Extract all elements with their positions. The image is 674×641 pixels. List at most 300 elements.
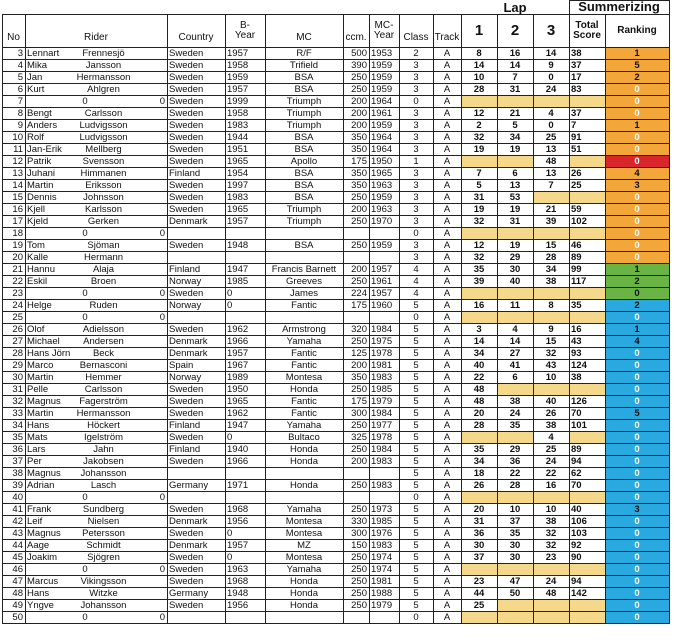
class: 5: [413, 456, 419, 467]
ranking: 0: [634, 252, 640, 263]
mc-year: 1970: [371, 216, 393, 227]
mc-year: 1963: [371, 180, 393, 191]
row-number: 43: [12, 528, 23, 539]
row-number: 10: [12, 132, 23, 143]
lap-3-score: [533, 312, 569, 324]
total-score: 94: [571, 456, 582, 467]
ranking: 0: [634, 456, 640, 467]
ranking: 0: [634, 372, 640, 383]
motorcycle: Francis Barnett: [271, 264, 337, 275]
motorcycle: BSA: [294, 132, 314, 143]
ccm: 325: [351, 432, 367, 443]
row-number: 17: [12, 216, 23, 227]
class: 5: [413, 528, 419, 539]
ranking: 0: [634, 600, 640, 611]
birth-year: 1940: [227, 444, 249, 455]
ccm: 250: [351, 84, 367, 95]
track: A: [443, 132, 451, 143]
lap-2-score: 22: [509, 468, 521, 479]
lap-1-score: [461, 228, 497, 240]
motorcycle: Armstrong: [282, 324, 326, 335]
lap-2-score: 4: [512, 324, 518, 335]
row-number: 41: [12, 504, 23, 515]
lap-2-score: 5: [512, 120, 518, 131]
track: A: [443, 528, 451, 539]
birth-year: 1948: [227, 588, 249, 599]
birth-year: 1954: [227, 168, 249, 179]
rider-last-name: 0: [159, 312, 165, 323]
total-score: 89: [571, 444, 582, 455]
lap-2-score: [497, 492, 533, 504]
motorcycle: Apollo: [290, 156, 318, 167]
ranking: 0: [634, 108, 640, 119]
rider-last-name: Ludvigsson: [79, 132, 128, 143]
ccm: 300: [351, 528, 367, 539]
lap-2-score: 31: [509, 216, 521, 227]
track: A: [443, 96, 451, 107]
birth-year: 1957: [227, 540, 249, 551]
class: 3: [413, 252, 419, 263]
total-score: [569, 156, 605, 168]
lap-3-score: 43: [545, 360, 557, 371]
total-score: 38: [571, 48, 582, 59]
ccm: 200: [351, 204, 367, 215]
row-number: 42: [12, 516, 23, 527]
lap-3-score: [533, 288, 569, 300]
country: Sweden: [169, 132, 204, 143]
motorcycle: [265, 612, 343, 624]
rider-last-name: Fagerström: [79, 396, 128, 407]
rider-last-name: Hermann: [83, 252, 124, 263]
birth-year: 1997: [227, 180, 249, 191]
ranking: 0: [634, 612, 640, 623]
motorcycle: Fantic: [291, 360, 317, 371]
birth-year: 0: [227, 552, 233, 563]
birth-year: 1967: [227, 360, 249, 371]
lap-3-score: 4: [548, 432, 554, 443]
total-score: 126: [571, 396, 587, 407]
lap-1-score: 32: [473, 216, 485, 227]
total-score: 7: [571, 120, 577, 131]
ranking: 2: [634, 276, 640, 287]
total-score: [569, 564, 605, 576]
birth-year: 1962: [227, 408, 249, 419]
total-score: 94: [571, 576, 582, 587]
lap-2-score: 36: [509, 456, 521, 467]
country: Finland: [169, 168, 201, 179]
total-score: 106: [571, 516, 587, 527]
lap-1-score: 36: [473, 528, 485, 539]
ranking: 1: [634, 264, 640, 275]
birth-year: 1965: [227, 396, 249, 407]
header-byear: B- Year: [234, 20, 256, 41]
total-score: 70: [571, 480, 582, 491]
class: 5: [413, 300, 419, 311]
motorcycle: Montesa: [285, 516, 323, 527]
country: [167, 468, 225, 480]
motorcycle: Triumph: [286, 96, 322, 107]
lap-2-score: [497, 612, 533, 624]
lap-2-score: 10: [509, 504, 521, 515]
header-track: Track: [434, 32, 460, 43]
lap-2-score: [497, 432, 533, 444]
rider-first-name: Hans: [27, 588, 50, 599]
lap-1-score: 12: [473, 108, 485, 119]
row-number: 40: [12, 492, 23, 503]
lap-1-score: 26: [473, 480, 485, 491]
row-number: 44: [12, 540, 23, 551]
lap-3-score: 38: [545, 516, 557, 527]
ranking: 0: [634, 588, 640, 599]
row-number: 8: [17, 108, 23, 119]
lap-1-score: 20: [473, 408, 485, 419]
rider-first-name: Juhani: [27, 168, 55, 179]
country: Sweden: [169, 552, 204, 563]
class: 3: [413, 168, 419, 179]
track: A: [443, 420, 451, 431]
motorcycle: BSA: [294, 180, 314, 191]
ccm: 350: [351, 144, 367, 155]
lap-3-score: 38: [545, 420, 557, 431]
country: Norway: [169, 372, 202, 383]
ccm: 200: [351, 264, 367, 275]
header-rider: Rider: [84, 32, 108, 43]
row-number: 29: [12, 360, 23, 371]
row-number: 11: [13, 144, 23, 155]
ranking: 0: [634, 492, 640, 503]
header-lap-1: 1: [474, 22, 484, 39]
total-score: 62: [571, 468, 582, 479]
rider-last-name: 0: [159, 564, 165, 575]
row-number: 14: [12, 180, 23, 191]
birth-year: 1965: [227, 204, 249, 215]
total-score: 25: [571, 180, 582, 191]
motorcycle: Greeves: [286, 276, 322, 287]
mc-year: [369, 612, 399, 624]
column-line: [669, 0, 670, 624]
lap-3-score: 15: [545, 240, 557, 251]
rider-last-name: Eriksson: [85, 180, 122, 191]
lap-1-score: 7: [476, 168, 482, 179]
rider-last-name: Frennesjö: [82, 48, 125, 59]
ccm: 500: [351, 48, 367, 59]
rider-first-name: Rolf: [27, 132, 44, 143]
ranking: 0: [634, 228, 640, 239]
motorcycle: James: [290, 288, 318, 299]
motorcycle: BSA: [294, 168, 314, 179]
ccm: 350: [351, 180, 367, 191]
birth-year: 0: [227, 432, 233, 443]
class: 3: [413, 120, 419, 131]
birth-year: 1944: [227, 132, 249, 143]
birth-year: 1956: [227, 600, 249, 611]
lap-3-score: 8: [548, 300, 554, 311]
rider-last-name: Carlsson: [84, 384, 123, 395]
country: Sweden: [169, 396, 204, 407]
row-number: 16: [12, 204, 23, 215]
mc-year: 1988: [371, 588, 393, 599]
country: Sweden: [169, 156, 204, 167]
header-ranking: Ranking: [617, 25, 657, 36]
row-number: 15: [12, 192, 23, 203]
birth-year: 1957: [227, 84, 249, 95]
track: A: [443, 72, 451, 83]
row-number: 5: [17, 72, 23, 83]
motorcycle: BSA: [294, 192, 314, 203]
mc-year: 1979: [371, 396, 393, 407]
birth-year: 1951: [227, 144, 249, 155]
lap-1-score: 48: [473, 384, 485, 395]
lap-3-score: 25: [545, 132, 557, 143]
motorcycle: Honda: [290, 480, 318, 491]
lap-1-score: [461, 312, 497, 324]
rider-first-name: Leif: [27, 516, 43, 527]
track: A: [443, 108, 451, 119]
header-no: No: [7, 32, 20, 43]
ccm: 250: [351, 192, 367, 203]
motorcycle: Honda: [290, 576, 318, 587]
lap-2-score: 29: [509, 252, 521, 263]
rider-last-name: Karlsson: [85, 204, 122, 215]
class: 5: [413, 504, 419, 515]
row-number: 23: [12, 288, 23, 299]
track: A: [443, 60, 451, 71]
motorcycle: Trifield: [289, 60, 319, 71]
mc-year: 1957: [371, 288, 393, 299]
ccm: 250: [351, 336, 367, 347]
row-number: 3: [17, 48, 23, 59]
track: A: [443, 504, 451, 515]
track: A: [443, 480, 451, 491]
lap-1-score: 22: [473, 372, 485, 383]
row-number: 12: [12, 156, 23, 167]
track: A: [443, 600, 451, 611]
class: 5: [413, 600, 419, 611]
birth-year: 1959: [227, 72, 249, 83]
total-score: 142: [571, 588, 587, 599]
lap-1-score: 48: [473, 396, 485, 407]
motorcycle: Honda: [290, 588, 318, 599]
row-number: 7: [17, 96, 23, 107]
mc-year: 1975: [371, 336, 393, 347]
total-score: 93: [571, 348, 582, 359]
lap-1-score: 23: [473, 576, 485, 587]
lap-1-score: 10: [473, 72, 485, 83]
header-total-score: Total Score: [573, 20, 601, 41]
motorcycle: [265, 492, 343, 504]
rider-last-name: Carlsson: [84, 108, 123, 119]
rider-last-name: Petersson: [82, 528, 125, 539]
country: Sweden: [169, 96, 204, 107]
lap-3-score: 4: [548, 108, 554, 119]
lap-1-score: 31: [473, 516, 485, 527]
country: [167, 252, 225, 264]
row-number: 48: [12, 588, 23, 599]
lap-2-score: 14: [509, 60, 521, 71]
lap-3-score: 32: [545, 540, 557, 551]
birth-year: 1947: [227, 420, 249, 431]
ccm: 175: [351, 300, 367, 311]
lap-3-score: [533, 384, 569, 396]
row-number: 36: [12, 444, 23, 455]
ccm: 250: [351, 216, 367, 227]
track: A: [443, 408, 451, 419]
mc-year: 1959: [371, 72, 393, 83]
total-score: 99: [571, 264, 582, 275]
lap-1-score: 3: [476, 324, 482, 335]
total-score: 83: [571, 84, 582, 95]
lap-3-score: 32: [545, 528, 557, 539]
lap-2-score: 27: [509, 348, 521, 359]
ccm: 330: [351, 516, 367, 527]
track: A: [443, 456, 451, 467]
row-number: 37: [12, 456, 23, 467]
ccm: 250: [351, 552, 367, 563]
lap-3-score: 13: [545, 168, 557, 179]
lap-3-score: 9: [548, 324, 554, 335]
rider-first-name: Kjeld: [27, 216, 49, 227]
rider-last-name: Lasch: [90, 480, 117, 491]
track: A: [443, 564, 451, 575]
lap-1-score: 19: [473, 204, 485, 215]
rider-last-name: Hemmer: [85, 372, 122, 383]
country: Sweden: [169, 48, 204, 59]
total-score: [569, 384, 605, 396]
lap-1-score: 16: [473, 300, 485, 311]
country: Sweden: [169, 432, 204, 443]
track: A: [443, 552, 451, 563]
country: Sweden: [169, 288, 204, 299]
row-number: 50: [12, 612, 23, 623]
ccm: [343, 312, 367, 324]
track: A: [443, 168, 451, 179]
ccm: 350: [351, 168, 367, 179]
lap-3-score: [533, 564, 569, 576]
country: Sweden: [169, 72, 204, 83]
track: A: [443, 84, 451, 95]
row-number: 21: [12, 264, 23, 275]
class: 5: [413, 432, 419, 443]
class: 5: [413, 516, 419, 527]
ranking: 0: [634, 444, 640, 455]
track: A: [443, 48, 451, 59]
lap-3-score: 10: [545, 504, 557, 515]
lap-3-score: [533, 228, 569, 240]
country: Denmark: [169, 348, 208, 359]
track: A: [443, 216, 451, 227]
rider-last-name: Witzke: [89, 588, 118, 599]
rider-last-name: Nielsen: [87, 516, 120, 527]
mc-year: 1985: [371, 516, 393, 527]
header-country: Country: [178, 32, 214, 43]
class: 5: [413, 384, 419, 395]
ranking: 0: [634, 384, 640, 395]
rider-first-name: Michael: [27, 336, 60, 347]
lap-1-score: 30: [473, 540, 485, 551]
ranking: 0: [634, 432, 640, 443]
class: 3: [413, 84, 419, 95]
motorcycle: Triumph: [286, 120, 322, 131]
lap-3-score: 13: [545, 144, 557, 155]
motorcycle: Montesa: [285, 372, 323, 383]
ccm: 250: [351, 240, 367, 251]
mc-year: 1985: [371, 384, 393, 395]
track: A: [443, 576, 451, 587]
country: Finland: [169, 444, 201, 455]
ranking: 0: [634, 156, 640, 167]
lap-3-score: 26: [545, 408, 557, 419]
ccm: 175: [351, 156, 367, 167]
track: A: [443, 120, 451, 131]
motorcycle: [265, 468, 343, 480]
row-number: 47: [12, 576, 23, 587]
rider-last-name: 0: [159, 96, 165, 107]
lap-1-score: 19: [473, 144, 485, 155]
country: Sweden: [169, 324, 204, 335]
ranking: 3: [634, 180, 640, 191]
rider-last-name: Ludvigsson: [79, 120, 128, 131]
ccm: 224: [351, 288, 367, 299]
class: 5: [413, 552, 419, 563]
rider-first-name: Olof: [27, 324, 45, 335]
birth-year: 1971: [227, 480, 249, 491]
birth-year: [225, 252, 265, 264]
mc-year: 1959: [371, 240, 393, 251]
row-number: 9: [17, 120, 23, 131]
rider-first-name: Joakim: [27, 552, 58, 563]
mc-year: 1983: [371, 480, 393, 491]
total-score: 101: [571, 420, 587, 431]
row-number: 20: [12, 252, 23, 263]
lap-3-score: 32: [545, 348, 557, 359]
birth-year: 0: [227, 288, 233, 299]
track: A: [443, 228, 451, 239]
rider-last-name: Mellberg: [85, 144, 122, 155]
row-number: 22: [12, 276, 23, 287]
ranking: 0: [634, 360, 640, 371]
track: A: [443, 156, 451, 167]
birth-year: 1999: [227, 96, 249, 107]
ccm: 350: [351, 132, 367, 143]
lap-1-score: 12: [473, 240, 485, 251]
total-score: 17: [571, 72, 582, 83]
rider-last-name: Jakobsen: [83, 456, 124, 467]
total-score: [569, 600, 605, 612]
class: 5: [413, 540, 419, 551]
track: A: [443, 252, 451, 263]
track: A: [443, 492, 451, 503]
motorcycle: Bultaco: [288, 432, 320, 443]
row-number: 38: [12, 468, 23, 479]
total-score: 70: [571, 408, 582, 419]
ccm: 250: [351, 276, 367, 287]
birth-year: 1948: [227, 240, 249, 251]
mc-year: 1978: [371, 432, 393, 443]
birth-year: [225, 468, 265, 480]
motorcycle: MZ: [297, 540, 311, 551]
track: A: [443, 588, 451, 599]
row-number: 45: [12, 552, 23, 563]
track: A: [443, 204, 451, 215]
country: Sweden: [169, 600, 204, 611]
class: 5: [413, 468, 419, 479]
rider-last-name: Adielsson: [82, 324, 125, 335]
country: Germany: [169, 588, 209, 599]
class: 3: [413, 180, 419, 191]
motorcycle: [265, 228, 343, 240]
class: 0: [413, 492, 419, 503]
rider-last-name: Hermansson: [76, 408, 131, 419]
